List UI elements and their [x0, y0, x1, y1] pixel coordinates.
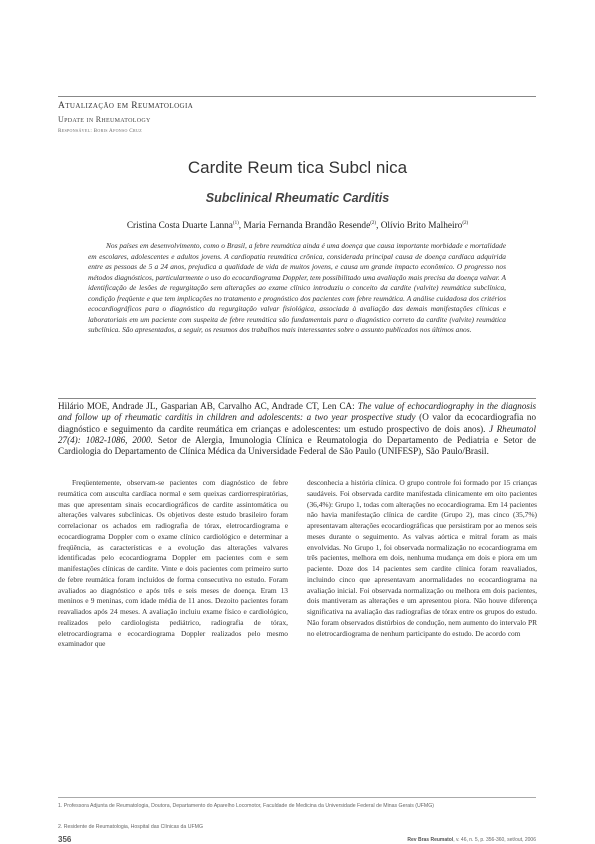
author-name: Olívio Brito Malheiro: [380, 221, 463, 232]
citation-affiliation: Setor de Alergia, Imunologia Clínica e Reumatologia do Departamento de Pediatria e Setor de Cardiologia do Departamento de Clínica Médica da Universidade Federal de São Paulo (UNIFESP), São Paulo/Brasil.: [58, 434, 536, 457]
author-name: Maria Fernanda Brandão Resende: [243, 221, 371, 232]
page-number: 356: [58, 835, 72, 844]
body-column-right: desconhecia a história clínica. O grupo controle foi formado por 15 crianças saudáveis. Foi observada cardite manifestada clinicamente em oito pacientes (36,4%): Grupo 1, todas com alterações no ecocardiograma. Em 14 pacientes não havia manifestação clínica de cardite (Grupo 2), mas cinco (35,7%) apresentavam alterações ecocardiográficas que persistiram por ao menos seis meses durante o seguimento. As valvas aórtica e mitral foram as mais envolvidas. No Grupo 1, foi observada normalização no ecocardiograma em três pacientes, melhora em dois, nenhuma mudança em dois e piora em um paciente. Doze dos 14 pacientes sem cardite clínica foram reavaliados, incluindo cinco que apresentavam anormalidades no ecocardiograma na avaliação inicial. Foi observada normalização ou melhora em dois pacientes, dois mantiveram as alterações e um apresentou piora. Não houve diferença significativa na avaliação das radiografias de tórax entre os grupos do estudo. Não foram observados distúrbios de condução, nem aumento do intervalo PR no eletrocardiograma de nenhum participante do estudo. De acordo com: [307, 478, 537, 638]
citation-authors: Hilário MOE, Andrade JL, Gasparian AB, Carvalho AC, Andrade CT, Len CA:: [58, 401, 355, 411]
journal-reference: [407, 837, 536, 843]
author-affiliation-mark: (2): [462, 221, 469, 226]
author-affiliation-mark: (1): [232, 221, 239, 226]
footnote-2: 2. Residente de Reumatologia, Hospital das Clínicas da UFMG: [58, 824, 204, 830]
journal-name: Rev Bras Reumatol: [407, 837, 454, 843]
header-rule: [58, 96, 536, 97]
citation-title-pt: (O valor da ecocardiografia no diagnóstico e seguimento da cardite reumática em crianças e adolescentes: um estudo prospectivo de dois anos).: [58, 412, 536, 434]
body-column-left: Freqüentemente, observam-se pacientes com diagnóstico de febre reumática com ausculta cardíaca normal e sem queixas cardiorrespiratórias, mas que apresentam sinais ecocardiográficos de cardite assintomática ou alterações valvares subclínicas. Os objetivos deste estudo brasileiro foram correlacionar os achados em radiografia de tórax, eletrocardiograma e ecocardiograma Doppler com o exame clínico cardiológico e determinar a freqüência, as características e a evolução das alterações valvares identificadas pelo ecocardiograma Doppler em pacientes com e sem manifestações clínicas de cardite. Vinte e dois pacientes com primeiro surto de febre reumática foram incluídos de forma consecutiva no estudo. Foram avaliados ao diagnóstico e após três e seis meses de doença. Eram 13 meninos e 9 meninas, com idade média de 11 anos. Dezoito pacientes foram reavaliados após 24 meses. A avaliação incluiu exame físico e cardiológico, realizados pelo cardiologista pediátrico, radiografia de tórax, eletrocardiograma e ecocardiograma Doppler realizados pelo mesmo examinador que: [58, 478, 288, 649]
footnote-1: 1. Professora Adjunta de Reumatologia, Doutora, Departamento do Aparelho Locomotor, Faculdade de Medicina da Universidade Federal de Minas Gerais (UFMG): [58, 803, 435, 809]
author-affiliation-mark: (2): [370, 221, 377, 226]
abstract: Nos países em desenvolvimento, como o Brasil, a febre reumática ainda é uma doença que causa importante morbidade e mortalidade em escolares, adolescentes e adultos jovens. A cardiopatia reumática crônica, considerada principal causa de doença cardíaca adquirida entre as pessoas de 5 a 24 anos, prejudica a qualidade de vida de muitos jovens, e causa um grande impacto econômico. O progresso nos métodos diagnósticos, particularmente o uso do ecocardiograma Doppler, tem possibilitado uma avaliação mais precisa da doença valvar. A identificação de lesões de regurgitação sem alterações ao exame clínico introduziu o conceito da cardite (valvite) reumática subclínica, condição freqüente e que tem implicações no tratamento e prognóstico dos pacientes com febre reumática. A análise cuidadosa dos critérios ecocardiográficos para o diagnóstico da regurgitação valvar fisiológica, associada à avaliação das demais manifestações clínicas e laboratoriais em um paciente com suspeita de febre reumática são fundamentais para o diagnóstico correto da cardite (valvite) reumática subclínica. São apresentados, a seguir, os resumos dos trabalhos mais interessantes sobre o assunto publicados nos últimos anos.: [88, 241, 506, 335]
article-subtitle: Subclinical Rheumatic Carditis: [205, 191, 390, 205]
citation-title-en: The value of echocardiography in the diagnosis and follow up of rheumatic carditis in children and adolescents: a two year prospective study: [58, 401, 537, 423]
footnote-rule: [58, 797, 536, 798]
section-responsible: Responsável: Boris Afonso Cruz: [58, 128, 142, 134]
section-title-en: Update in Rheumatology: [58, 115, 151, 124]
citation-journal: J Rheumatol 27(4): 1082-1086, 2000.: [58, 423, 536, 445]
author-name: Cristina Costa Duarte Lanna: [126, 221, 233, 232]
author-list: Cristina Costa Duarte Lanna$^{(1)}$, Maria Fernanda Brandão Resende$^{(2)}$, Olívio Brito Malheiro$^{(2)}$: [126, 221, 469, 232]
journal-volume: , v. 46, n. 5, p. 356-360, set/out, 2006: [453, 837, 536, 843]
article-title: Cardite Reum tica Subcl nica: [187, 158, 408, 177]
section-title: Atualização em Reumatologia: [58, 101, 194, 111]
reviewed-article-citation: [58, 401, 536, 457]
citation-rule: [58, 398, 536, 399]
